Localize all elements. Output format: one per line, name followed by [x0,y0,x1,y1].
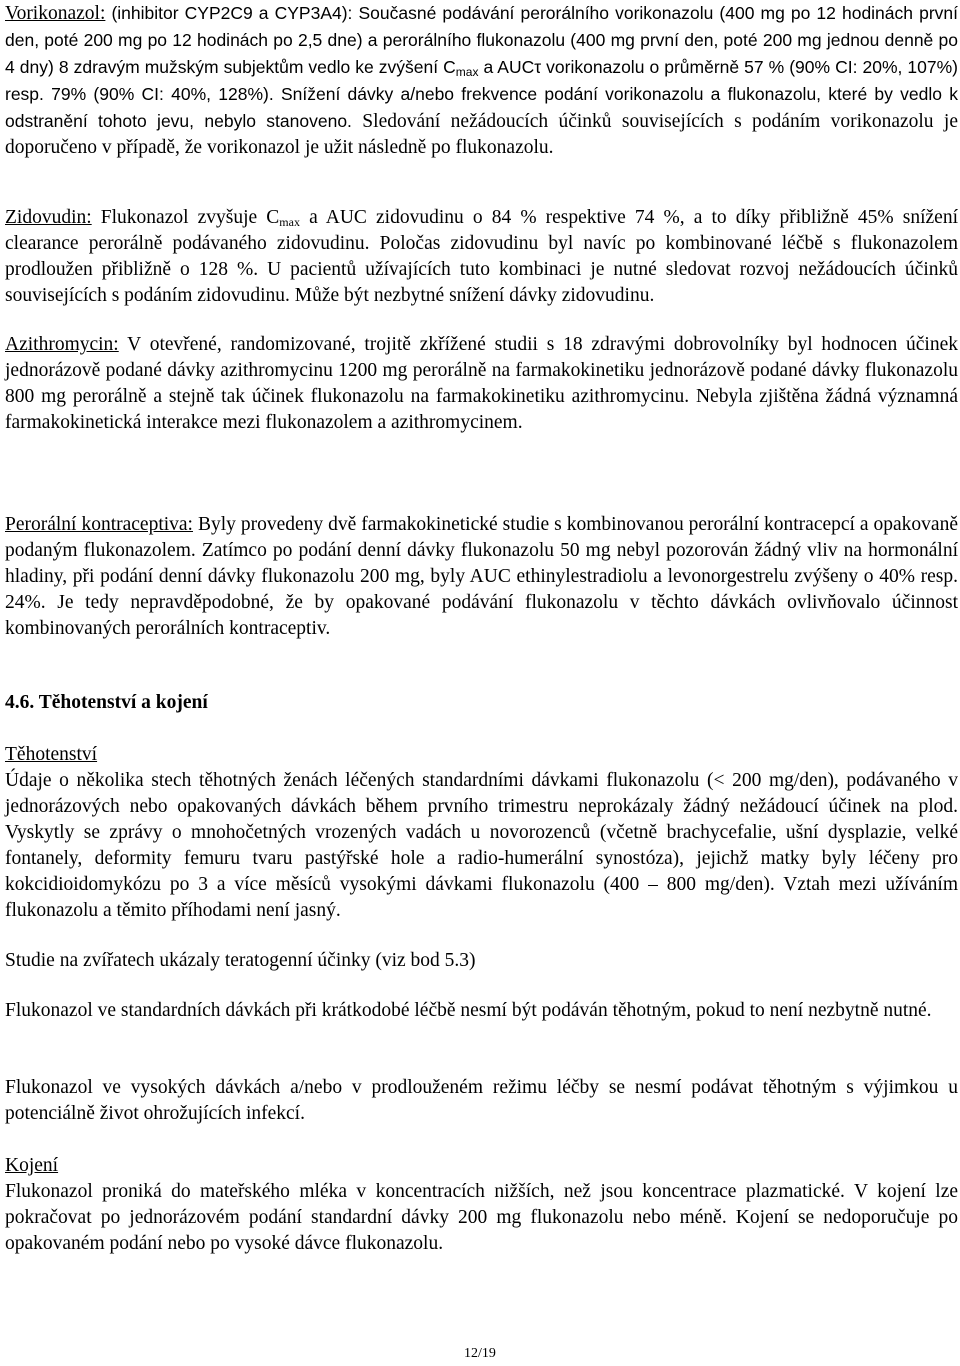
vorikonazol-text-a: (inhibitor CYP2C9 a CYP3A4): Současné podávání perorálního vorikonazolu (400 mg po 12 hodinách první den, poté 200 mg po 12 hodinách po 2,5 dne) a perorálního flukonazolu (400 mg první den, poté 200 mg jednou denně po 4 dny) 8 zdravým mužským subjektům vedlo ke zvýšení C [5,3,958,77]
section-heading-4-6: 4.6. Těhotenství a kojení [5,692,208,713]
vorikonazol-text-b: a AUCτ vorikonazolu o průměrně 57 % (90% CI: 20%, 107%) resp. 79% (90% CI: 40%, 128%). [5,57,958,104]
vorikonazol-text-d: Sledování nežádoucích účinků souvisejících s podáním vorikonazolu je doporučeno v případě, že vorikonazol je užit následně po flukonazolu. [5,111,958,158]
tehotenstvi-heading: Těhotenství [5,744,98,765]
vorikonazol-paragraph [5,0,958,161]
tehotenstvi-paragraph-4: Flukonazol ve vysokých dávkách a/nebo v prodlouženém režimu léčby se nesmí podávat těhotným s výjimkou u potenciálně život ohrožujících infekcí. [5,1077,958,1124]
zidovudin-text-b: a AUC zidovudinu o 84 % respektive 74 %, a to díky přibližně 45% snížení clearance perorálně podávaného zidovudinu. Poločas zidovudinu byl navíc po kombinované léčbě s flukonazolem prodloužen přibližně o 128 %. U pacientů užívajících tuto kombinaci je nutné sledovat rozvoj nežádoucích účinků souvisejících s podáním zidovudinu. Může být nezbytné snížení dávky zidovudinu. [5,207,958,306]
antikoncepce-paragraph [5,512,958,642]
kojeni-paragraph: Flukonazol proniká do mateřského mléka v koncentracích nižších, než jsou koncentrace plazmatické. V kojení lze pokračovat po jednorázovém podání standardní dávky 200 mg flukonazolu nebo méně. Kojení se nedoporučuje po opakovaném podání nebo po vysoké dávce flukonazolu. [5,1181,958,1254]
vorikonazol-heading: Vorikonazol: [5,3,106,24]
tehotenstvi-paragraph-2: Studie na zvířatech ukázaly teratogenní účinky (viz bod 5.3) [5,950,476,971]
zidovudin-heading: Zidovudin: [5,207,92,228]
azithromycin-paragraph [5,332,958,436]
zidovudin-text-a: Flukonazol zvyšuje C [91,207,280,228]
kojeni-heading: Kojení [5,1155,59,1176]
azithromycin-text: V otevřené, randomizované, trojitě zkřížené studii s 18 zdravými dobrovolníky byl hodnocen účinek jednorázově podané dávky azithromycinu 1200 mg perorálně na farmakokinetiku jednorázově podané dávky flukonazolu 800 mg perorálně a stejně tak účinek flukonazolu na farmakokinetiku azithromycinu. Nebyla zjištěna žádná významná farmakokinetická interakce mezi flukonazolem a azithromycinem. [5,334,958,433]
vorikonazol-text-c: Snížení dávky a/nebo frekvence podání vorikonazolu a flukonazolu, které by vedlo k odstranění tohoto jevu, nebylo stanoveno. [5,84,958,131]
cmax-subscript: max [455,65,479,79]
tehotenstvi-paragraph-1: Údaje o několika stech těhotných ženách léčených standardními dávkami flukonazolu (< 200 mg/den), podávaného v jednorázových nebo opakovaných dávkách během prvního trimestru neprokázaly žádný nežádoucí účinek na plod. Vyskytly se zprávy o mnohočetných vrozených vadách u novorozenců (včetně brachycefalie, ušní dysplazie, velké fontanely, deformity femuru tvaru pastýřské hole a radio-humerální synostóza), jejichž matky byly léčeny pro kokcidioidomykózu po 3 a více měsíců vysokými dávkami flukonazolu (400 – 800 mg/den). Vztah mezi užíváním flukonazolu a těmito příhodami není jasný. [5,770,958,921]
azithromycin-heading: Azithromycin: [5,334,119,355]
page-number: 12/19 [464,1346,496,1361]
cmax-subscript: max [279,215,300,229]
antikoncepce-heading: Perorální kontraceptiva: [5,514,193,535]
zidovudin-paragraph [5,205,958,309]
antikoncepce-text: Byly provedeny dvě farmakokinetické studie s kombinovanou perorální kontracepcí a opakovaně podaným flukonazolem. Zatímco po podání denní dávky flukonazolu 50 mg nebyl pozorován žádný vliv na hormonální hladiny, při podání denní dávky flukonazolu 200 mg, byly AUC ethinylestradiolu a levonorgestrelu zvýšeny o 40% resp. 24%. Je tedy nepravděpodobné, že by opakované podávání flukonazolu v těchto dávkách ovlivňovalo účinnost kombinovaných perorálních kontraceptiv. [5,514,958,639]
tehotenstvi-paragraph-3: Flukonazol ve standardních dávkách při krátkodobé léčbě nesmí být podáván těhotným, pokud to není nezbytně nutné. [5,1000,932,1021]
